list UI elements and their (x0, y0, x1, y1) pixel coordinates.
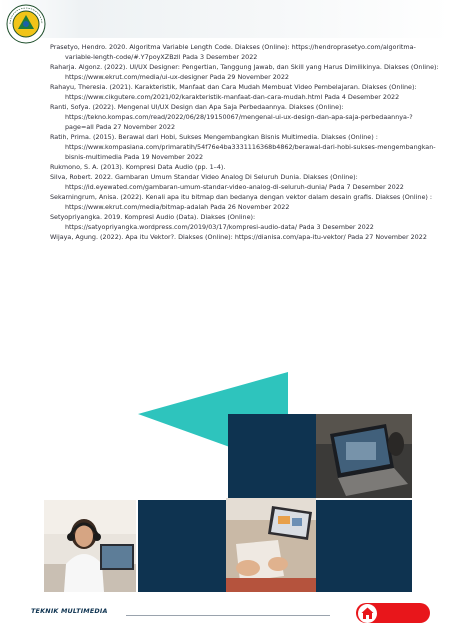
reference-item: Setyopriyangka. 2019. Kompresi Audio (Data). Diakses (Online): https://satyopriyangka.wordpress.com/2019/03/17/kompresi-audio-data/ Pada 3 Desember 2022 (50, 213, 374, 231)
reference-item: Prasetyo, Hendro. 2020. Algoritma Variable Length Code. Diakses (Online): https://hendroprasetyo.com/algoritma-variable-length-code/#.Y7poyXZBzll Pada 3 Desember 2022 (50, 43, 416, 61)
reference-item: Ratih, Prima. (2015). Berawal dari Hobi, Sukses Mengembangkan Bisnis Multimedia. Diakses (Online) : https://www.kompasiana.com/primaratih/54f76e4ba3331116368b4862/berawal-dari-hobi-sukses-mengembangkan-bisnis-multimedia Pada 19 November 2022 (50, 133, 436, 161)
reference-item: Rukmono, S. A. (2013). Kompresi Data Audio (pp. 1–4). (50, 163, 226, 171)
reference-item: Wijaya, Agung. (2022). Apa itu Vektor?. Diakses (Online): https://dianisa.com/apa-itu-vektor/ Pada 27 November 2022 (50, 233, 427, 241)
reference-item: Sekarningrum, Anisa. (2022). Kenali apa itu bitmap dan bedanya dengan vektor dalam desain grafis. Diakses (Online) : https://www.ekrut.com/media/bitmap-adalah Pada 26 November 2022 (50, 193, 433, 211)
reference-item: Silva, Robert. 2022. Gambaran Umum Standar Video Analog Di Seluruh Dunia. Diakses (Online): https://id.eyewated.com/gambaran-umum-standar-video-analog-di-seluruh-dunia/ Pada 7 Desember 2022 (50, 173, 404, 191)
navy-tile-top (228, 414, 316, 498)
header-band (0, 0, 451, 38)
navy-tile-bottom-left (138, 500, 226, 592)
reference-list (50, 42, 440, 242)
home-icon (358, 604, 377, 623)
workspace-photo (226, 498, 316, 592)
reference-item: Ranti, Sofya. (2022). Mengenal UI/UX Design dan Apa Saja Perbedaannya. Diakses (Online): https://tekno.kompas.com/read/2022/06/28/19150067/mengenal-ui-ux-design-dan-apa-saja-perbedaannya-?page=all Pada 27 November 2022 (50, 103, 413, 131)
reference-item: Raharja. Algonz. (2022). UI/UX Designer: Pengertian, Tanggung Jawab, dan Skill yang Harus Dimilikinya. Diakses (Online): https://www.ekrut.com/media/ui-ux-designer Pada 29 November 2022 (50, 63, 439, 81)
reference-item: Rahayu, Theresia. (2021). Karakteristik, Manfaat dan Cara Mudah Membuat Video Pembelajaran. Diakses (Online): https://www.cikgutere.com/2021/02/karakteristik-manfaat-dan-cara-mudah.html Pada 4 Desember 2022 (50, 83, 417, 101)
navy-tile-bottom-right (316, 500, 412, 592)
footer-divider (126, 615, 330, 616)
student-headphones-photo (44, 500, 136, 592)
university-logo-icon (6, 4, 46, 44)
footer-title: TEKNIK MULTIMEDIA (31, 607, 108, 615)
laptop-photo (316, 414, 412, 498)
home-button[interactable] (356, 603, 430, 623)
